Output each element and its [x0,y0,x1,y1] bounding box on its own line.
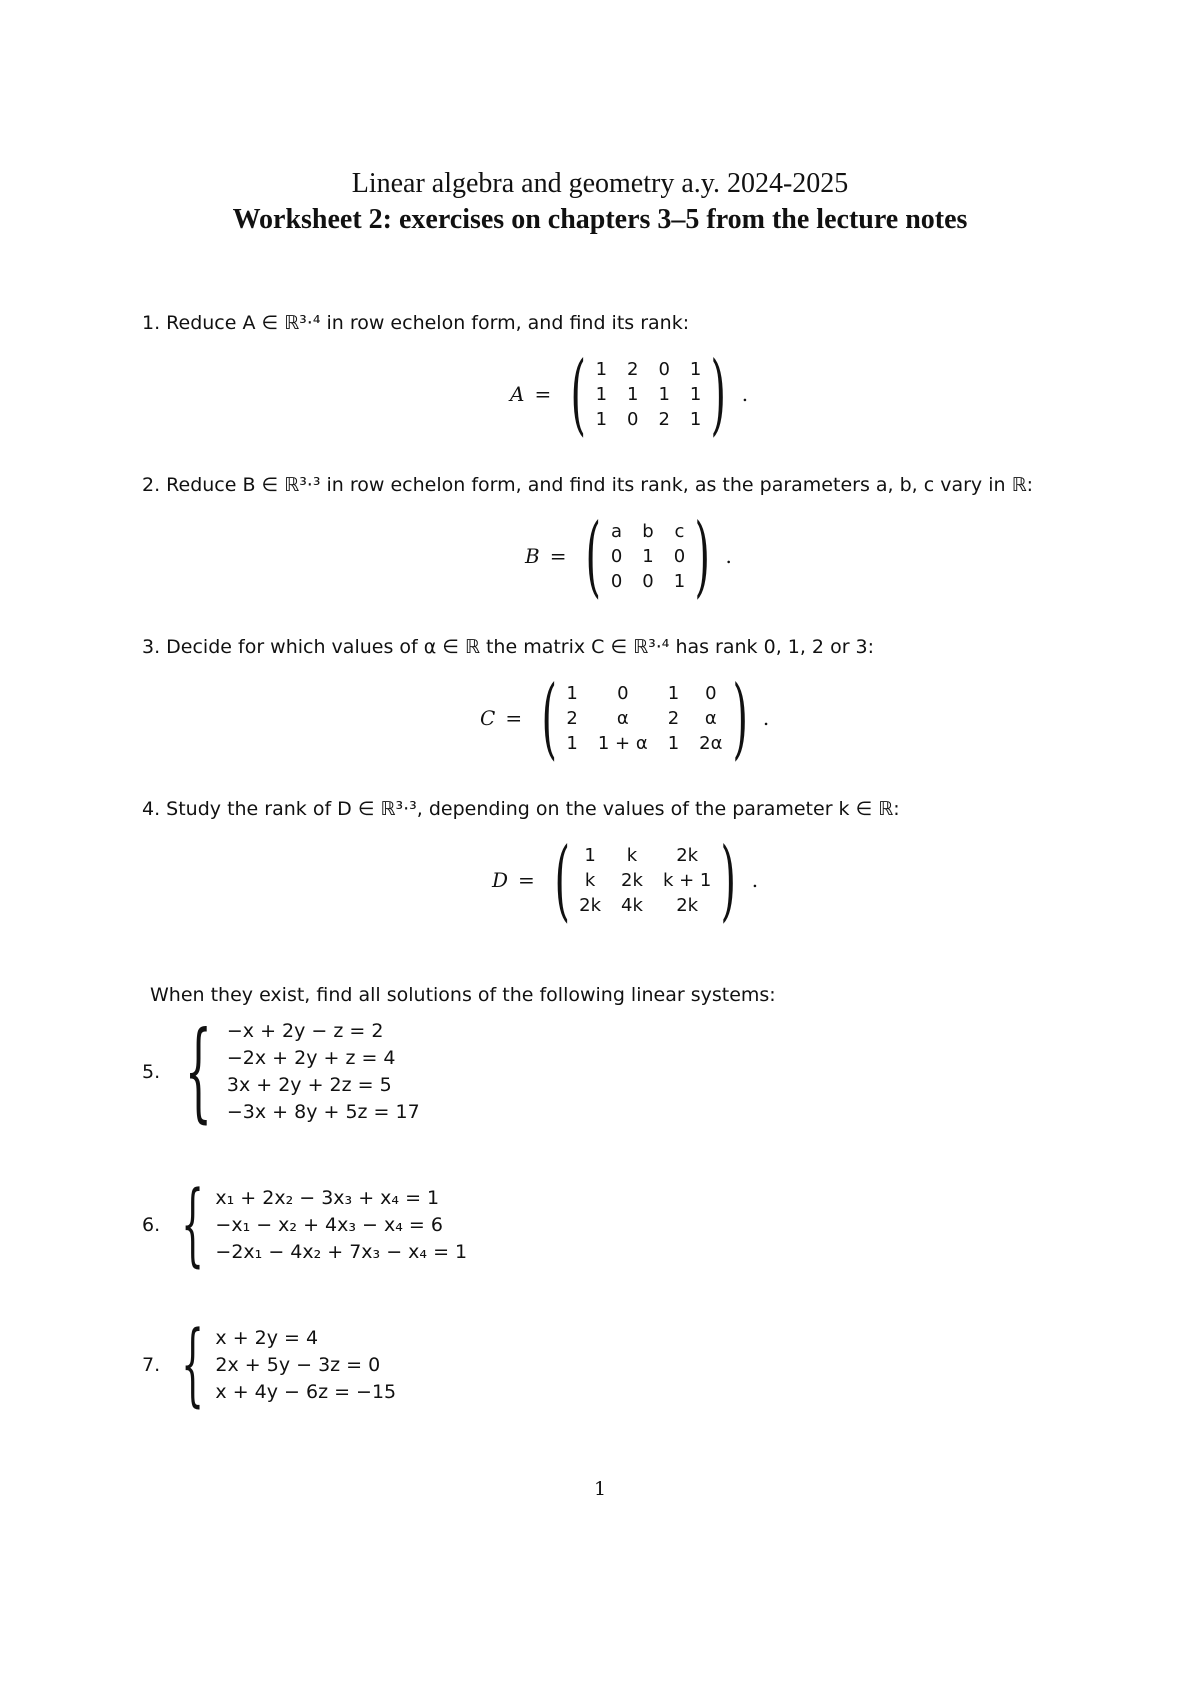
cell: 1 [642,545,654,567]
cell: 1 [566,682,578,704]
system-number: 7. [142,1354,161,1376]
worksheet-subtitle: Worksheet 2: exercises on chapters 3–5 from the lecture notes [232,204,968,235]
left-paren: ( [541,666,557,769]
exercise-2-text: 2. Reduce B ∈ ℝ³·³ in row echelon form, and find its rank, as the parameters a, b, c vary in ℝ: [142,474,1034,496]
matrix-grid [611,521,685,592]
cell: 2 [667,707,680,729]
left-paren: ( [554,828,570,931]
matrix-grid [566,683,722,754]
equation-list [215,1325,396,1406]
equals-sign: = [549,544,567,568]
cell: 2k [579,894,602,916]
equation: −3x + 8y + 5z = 17 [226,1101,420,1123]
cell: α [616,707,629,729]
exercise-3-text: 3. Decide for which values of α ∈ ℝ the matrix C ∈ ℝ³·⁴ has rank 0, 1, 2 or 3: [142,636,875,658]
cell: 0 [610,570,623,592]
cell: b [642,520,654,542]
cell: 2k [676,894,699,916]
page-number: 1 [593,1478,607,1500]
cell: 2 [627,358,639,380]
matrix-a: A = ( 1 2 0 1 1 1 1 1 1 0 2 1 ) . [510,342,749,445]
left-brace: { [181,1312,205,1417]
cell: 1 [627,383,639,405]
system-number: 5. [142,1061,161,1083]
cell: 1 [595,383,608,405]
equation: x + 4y − 6z = −15 [215,1380,397,1403]
system-number: 6. [142,1214,161,1236]
cell: 4k [621,894,643,916]
equation: x + 2y = 4 [215,1326,319,1349]
cell: a [611,520,623,542]
equation-list [227,1018,420,1126]
matrix-label: C [480,706,496,730]
cell: 0 [673,545,686,567]
equation-list [215,1185,467,1266]
equals-sign: = [534,382,552,406]
left-paren: ( [570,342,587,445]
left-brace: { [184,1009,213,1134]
left-brace: { [181,1172,205,1277]
cell: 0 [705,682,717,704]
cell: 1 + α [597,732,648,754]
equation: −2x₁ − 4x₂ + 7x₃ − x₄ = 1 [215,1240,468,1263]
cell: 2k [676,844,699,866]
cell: k + 1 [662,869,712,891]
cell: 1 [667,732,680,754]
cell: 1 [658,383,670,405]
cell: 1 [667,682,680,704]
cell: 0 [642,570,654,592]
system-6 [142,1172,468,1277]
left-paren: ( [585,504,602,607]
cell: 1 [584,844,596,866]
matrix-label: B [525,544,540,568]
cell: k [626,844,638,866]
equals-sign: = [505,706,523,730]
right-paren: ) [710,342,727,445]
right-paren: ) [731,666,748,769]
matrix-c: C = ( 1 0 1 0 2 α 2 α 1 1 + α 1 2α ) . [480,666,770,769]
equation: x₁ + 2x₂ − 3x₃ + x₄ = 1 [215,1186,440,1209]
equation: −x + 2y − z = 2 [226,1020,384,1042]
matrix-b: B = ( a b c 0 1 0 0 0 1 ) . [525,504,732,607]
cell: 0 [627,408,639,430]
cell: 2 [658,408,670,430]
system-7 [142,1312,397,1417]
equation: 3x + 2y + 2z = 5 [226,1074,392,1096]
equals-sign: = [518,868,535,892]
cell: 2α [699,732,723,754]
cell: 0 [610,545,623,567]
document-title: Linear algebra and geometry a.y. 2024-2025 [351,168,849,199]
cell: 2k [621,869,643,891]
matrix-d: D = ( 1 k 2k k 2k k + 1 2k 4k 2k ) . [492,828,759,931]
cell: 1 [566,732,578,754]
equation: 2x + 5y − 3z = 0 [215,1353,381,1376]
cell: 1 [689,358,702,380]
matrix-grid [596,359,702,430]
cell: 1 [595,408,608,430]
cell: α [704,707,717,729]
cell: 0 [658,358,670,380]
systems-intro: When they exist, find all solutions of the following linear systems: [150,984,776,1006]
equation: −2x + 2y + z = 4 [226,1047,396,1069]
exercise-1-text: 1. Reduce A ∈ ℝ³·⁴ in row echelon form, and find its rank: [142,312,690,334]
right-paren: ) [694,504,711,607]
cell: 1 [595,358,608,380]
exercise-4-text: 4. Study the rank of D ∈ ℝ³·³, depending on the values of the parameter k ∈ ℝ: [142,798,900,820]
cell: k [584,869,596,891]
right-paren: ) [720,828,737,931]
cell: 0 [617,682,629,704]
matrix-grid [579,845,711,916]
cell: 1 [673,570,686,592]
matrix-label: D [492,868,509,892]
cell: c [674,520,685,542]
cell: 2 [566,707,578,729]
cell: 1 [689,383,702,405]
equation: −x₁ − x₂ + 4x₃ − x₄ = 6 [215,1213,443,1236]
system-5 [142,1009,420,1134]
cell: 1 [689,408,702,430]
matrix-label: A [510,382,525,406]
